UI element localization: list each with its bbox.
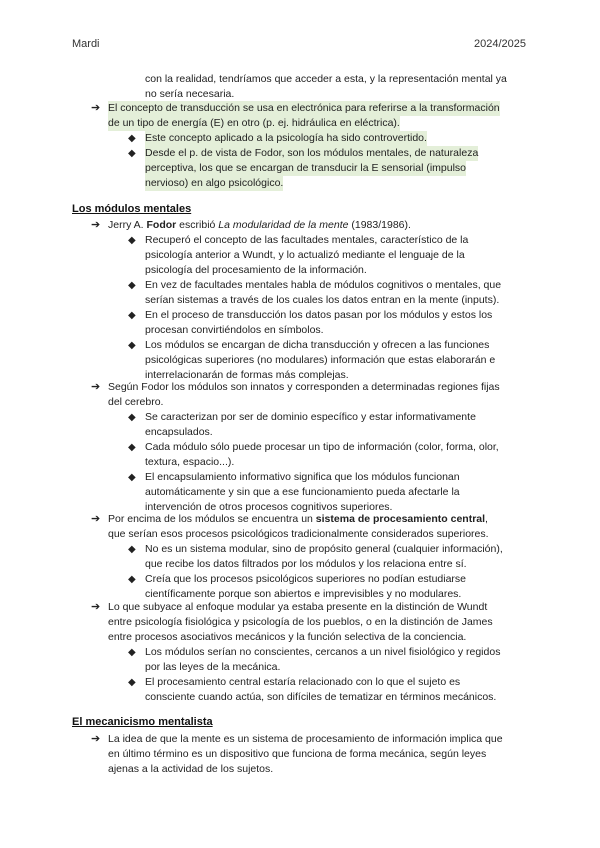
- section-heading: Los módulos mentales: [72, 203, 192, 215]
- arrow-bullet-icon: ➔: [91, 513, 101, 525]
- diamond-bullet-icon: ◆: [128, 340, 136, 351]
- highlighted-line: de un tipo de energía (E) en otro (p. ej. hidráulica en eléctrica).: [108, 117, 400, 129]
- section-heading: El mecanicismo mentalista: [72, 716, 213, 728]
- text-line: La idea de que la mente es un sistema de procesamiento de información implica que: [108, 733, 503, 745]
- arrow-bullet-icon: ➔: [91, 381, 101, 393]
- text-line: serían sistemas a través de los cuales los datos entran en la mente (inputs).: [145, 294, 500, 306]
- text-line: No es un sistema modular, sino de propósito general (cualquier información),: [145, 543, 503, 555]
- fodor-line: Jerry A. Fodor escribió La modularidad de la mente (1983/1986).: [108, 219, 411, 231]
- text-line: psicología del procesamiento de la información.: [145, 264, 367, 276]
- text-line: Lo que subyace al enfoque modular ya estaba presente en la distinción de Wundt: [108, 601, 488, 613]
- text-line: ajenas a la actividad de los sujetos.: [108, 763, 274, 775]
- text-line: no sería necesaria.: [145, 88, 235, 100]
- diamond-bullet-icon: ◆: [128, 412, 136, 423]
- arrow-bullet-icon: ➔: [91, 102, 101, 114]
- text-line: El encapsulamiento informativo significa que los módulos funcionan: [145, 471, 460, 483]
- text-line: consciente cuando actúa, son difíciles de tematizar en términos mecánicos.: [145, 691, 497, 703]
- text-line: textura, espacio...).: [145, 456, 235, 468]
- text-line: procesan convirtiéndolos en símbolos.: [145, 324, 324, 336]
- text-line: científicamente porque son abiertos e imprevisibles y no modulares.: [145, 588, 462, 600]
- diamond-bullet-icon: ◆: [128, 310, 136, 321]
- diamond-bullet-icon: ◆: [128, 442, 136, 453]
- highlighted-line: El concepto de transducción se usa en electrónica para referirse a la transformación: [108, 102, 500, 114]
- text-line: del cerebro.: [108, 396, 164, 408]
- text-line: que recibe los datos filtrados por los módulos y los relaciona entre sí.: [145, 558, 467, 570]
- text-line: entre procesos asociativos mecánicos y la función selectiva de la conciencia.: [108, 631, 467, 643]
- diamond-bullet-icon: ◆: [128, 472, 136, 483]
- text-line: por las leyes de la mecánica.: [145, 661, 281, 673]
- diamond-bullet-icon: ◆: [128, 677, 136, 688]
- text-line: en último término es un dispositivo que funciona de forma mecánica, según leyes: [108, 748, 487, 760]
- text-line: Recuperó el concepto de las facultades mentales, característico de la: [145, 234, 469, 246]
- arrow-bullet-icon: ➔: [91, 601, 101, 613]
- text-line: interrelacionarán de formas más complejas.: [145, 369, 349, 381]
- arrow-bullet-icon: ➔: [91, 733, 101, 745]
- central-line: Por encima de los módulos se encuentra un sistema de procesamiento central,: [108, 513, 488, 525]
- text-line: psicología anterior a Wundt, y lo actualizó mediante el lenguaje de la: [145, 249, 465, 261]
- header-left: Mardi: [72, 38, 100, 50]
- diamond-bullet-icon: ◆: [128, 647, 136, 658]
- text-line: En vez de facultades mentales habla de módulos cognitivos o mentales, que: [145, 279, 502, 291]
- text-line: Se caracterizan por ser de dominio específico y estar informativamente: [145, 411, 476, 423]
- text-line: Los módulos se encargan de dicha transducción y ofrecen a las funciones: [145, 339, 490, 351]
- diamond-bullet-icon: ◆: [128, 148, 136, 159]
- diamond-bullet-icon: ◆: [128, 544, 136, 555]
- text-line: Los módulos serían no conscientes, cercanos a un nivel fisiológico y regidos: [145, 646, 501, 658]
- text-line: Según Fodor los módulos son innatos y corresponden a determinadas regiones fijas: [108, 381, 500, 393]
- text-line: encapsulados.: [145, 426, 213, 438]
- highlighted-line: perceptiva, los que se encargan de transducir la E sensorial (impulso: [145, 162, 467, 174]
- text-line: intervención de otros procesos cognitivos superiores.: [145, 501, 393, 513]
- diamond-bullet-icon: ◆: [128, 133, 136, 144]
- header-right: 2024/2025: [474, 38, 526, 50]
- highlighted-line: Este concepto aplicado a la psicología ha sido controvertido.: [145, 132, 427, 144]
- text-line: Cada módulo sólo puede procesar un tipo de información (color, forma, olor,: [145, 441, 499, 453]
- text-line: automáticamente y sin que a ese funcionamiento pueda afectarle la: [145, 486, 460, 498]
- text-line: El procesamiento central estaría relacionado con lo que el sujeto es: [145, 676, 461, 688]
- highlighted-line: nervioso) en algo psicológico.: [145, 177, 284, 189]
- diamond-bullet-icon: ◆: [128, 235, 136, 246]
- text-line: psicológicas superiores (no modulares) información que estas elaborarán e: [145, 354, 496, 366]
- text-line: Creía que los procesos psicológicos superiores no podían estudiarse: [145, 573, 467, 585]
- diamond-bullet-icon: ◆: [128, 280, 136, 291]
- text-line: con la realidad, tendríamos que acceder a esta, y la representación mental ya: [145, 73, 507, 85]
- text-line: En el proceso de transducción los datos pasan por los módulos y estos los: [145, 309, 493, 321]
- diamond-bullet-icon: ◆: [128, 574, 136, 585]
- arrow-bullet-icon: ➔: [91, 219, 101, 231]
- highlighted-line: Desde el p. de vista de Fodor, son los módulos mentales, de naturaleza: [145, 147, 479, 159]
- text-line: entre psicología fisiológica y psicología de los pueblos, o en la distinción de James: [108, 616, 493, 628]
- text-line: que serían esos procesos psicológicos tradicionalmente considerados superiores.: [108, 528, 489, 540]
